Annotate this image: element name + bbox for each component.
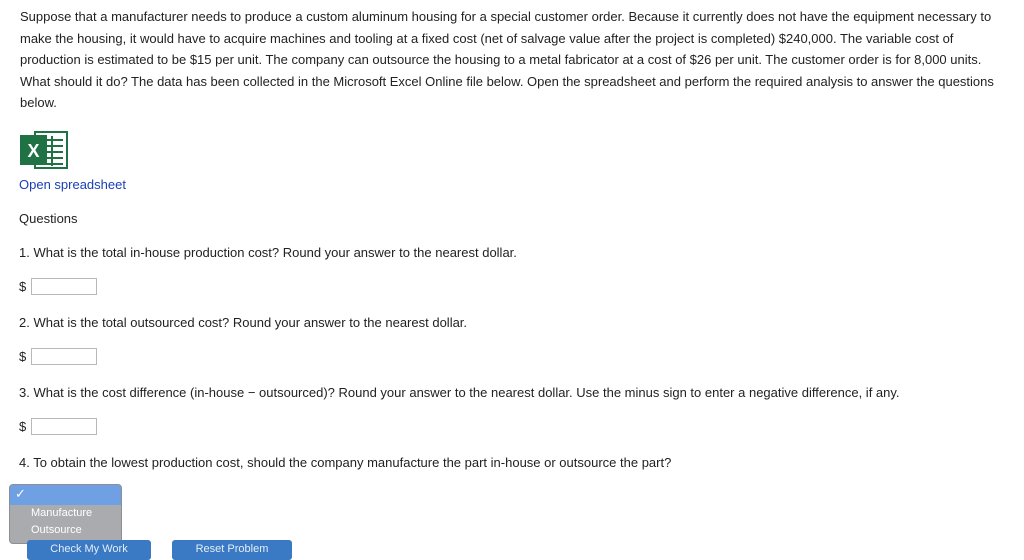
cost-difference-input[interactable] — [31, 418, 97, 435]
currency-symbol: $ — [19, 349, 27, 364]
currency-symbol: $ — [19, 419, 27, 434]
questions-heading: Questions — [19, 211, 78, 226]
answer-row-3 — [19, 418, 97, 435]
answer-row-2 — [19, 348, 97, 365]
check-my-work-button[interactable]: Check My Work — [27, 540, 151, 560]
excel-icon-letter: X — [27, 141, 40, 161]
question-2: 2. What is the total outsourced cost? Round your answer to the nearest dollar. — [19, 315, 468, 330]
question-4: 4. To obtain the lowest production cost, should the company manufacture the part in-house or outsource the part? — [19, 455, 672, 470]
option-manufacture[interactable]: Manufacture — [31, 507, 93, 519]
option-outsource[interactable]: Outsource — [31, 524, 82, 536]
outsourced-cost-input[interactable] — [31, 348, 97, 365]
open-spreadsheet-link[interactable]: Open spreadsheet — [19, 177, 126, 192]
problem-description: Suppose that a manufacturer needs to produce a custom aluminum housing for a special customer order. Because it currently does not have the equipment necessary to make the housing, it would have to acquire machines and tooling at a fixed cost (net of salvage value after the project is completed) $240,000. The variable cost of production is estimated to be $15 per unit. The company can outsource the housing to a metal fabricator at a cost of $26 per unit. The customer order is for 8,000 units. What should it do? The data has been collected in the Microsoft Excel Online file below. Open the spreadsheet and perform the required analysis to answer the questions below. — [20, 9, 994, 110]
question-3: 3. What is the cost difference (in-house − outsourced)? Round your answer to the nearest dollar. Use the minus sign to enter a negative difference, if any. — [19, 385, 900, 400]
dropdown-selected-blank[interactable] — [10, 485, 121, 505]
decision-dropdown[interactable] — [9, 484, 122, 544]
excel-icon[interactable] — [19, 129, 69, 171]
answer-row-1 — [19, 278, 97, 295]
question-1: 1. What is the total in-house production cost? Round your answer to the nearest dollar. — [19, 245, 517, 260]
checkmark-icon: ✓ — [15, 486, 26, 501]
currency-symbol: $ — [19, 279, 27, 294]
reset-problem-button[interactable]: Reset Problem — [172, 540, 292, 560]
in-house-cost-input[interactable] — [31, 278, 97, 295]
